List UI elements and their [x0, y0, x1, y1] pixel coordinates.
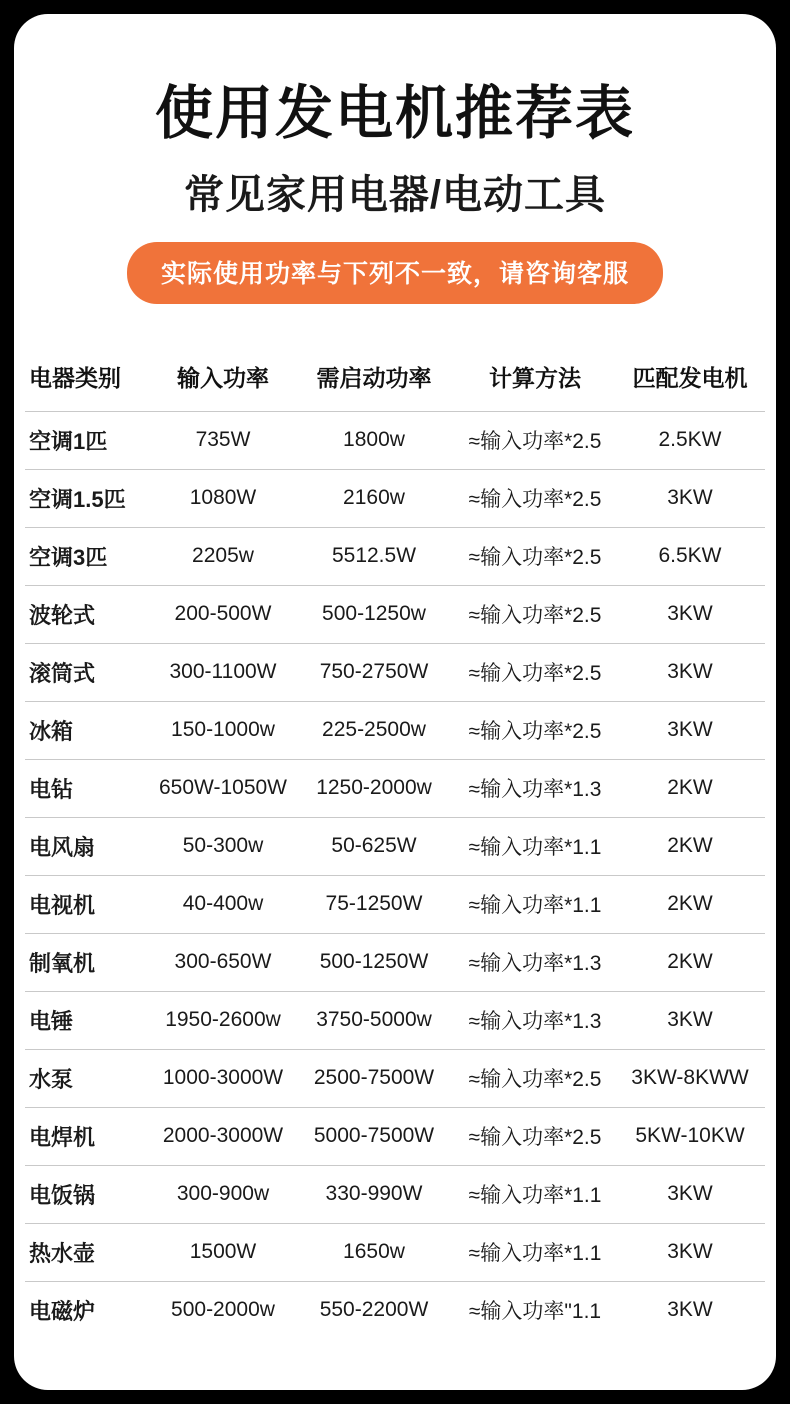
cell-category: 电视机	[25, 875, 153, 933]
cell-category: 电钻	[25, 759, 153, 817]
table-row	[25, 411, 765, 469]
cell-formula: ≈输入功率*2.5	[455, 1049, 615, 1107]
page-subtitle: 常见家用电器/电动工具	[183, 172, 607, 217]
table-row	[25, 527, 765, 585]
column-header-formula: 计算方法	[489, 364, 581, 391]
cell-input-power: 40-400w	[153, 875, 293, 933]
table-header-row	[25, 360, 765, 412]
cell-formula: ≈输入功率"1.1	[455, 1281, 615, 1339]
table-row	[25, 701, 765, 759]
cell-generator: 2KW	[615, 817, 765, 875]
table-row	[25, 759, 765, 817]
notice-banner-wrap	[14, 242, 776, 304]
cell-startup-power: 500-1250w	[293, 585, 455, 643]
table-row	[25, 1107, 765, 1165]
cell-category: 热水壶	[25, 1223, 153, 1281]
cell-input-power: 500-2000w	[153, 1281, 293, 1339]
table-row	[25, 469, 765, 527]
table-header	[25, 360, 765, 412]
cell-generator: 2KW	[615, 933, 765, 991]
cell-formula: ≈输入功率*2.5	[455, 701, 615, 759]
cell-generator: 3KW	[615, 1281, 765, 1339]
cell-startup-power: 5000-7500W	[293, 1107, 455, 1165]
cell-formula: ≈输入功率*1.3	[455, 991, 615, 1049]
cell-formula: ≈输入功率*1.1	[455, 817, 615, 875]
cell-input-power: 1080W	[153, 469, 293, 527]
cell-startup-power: 550-2200W	[293, 1281, 455, 1339]
cell-input-power: 2000-3000W	[153, 1107, 293, 1165]
cell-generator: 3KW	[615, 643, 765, 701]
cell-startup-power: 330-990W	[293, 1165, 455, 1223]
cell-generator: 2KW	[615, 759, 765, 817]
column-header-startup-power: 需启动功率	[316, 364, 432, 391]
cell-input-power: 1000-3000W	[153, 1049, 293, 1107]
cell-category: 电焊机	[25, 1107, 153, 1165]
cell-startup-power: 225-2500w	[293, 701, 455, 759]
table-row	[25, 643, 765, 701]
cell-formula: ≈输入功率*1.1	[455, 875, 615, 933]
cell-formula: ≈输入功率*2.5	[455, 643, 615, 701]
cell-formula: ≈输入功率*2.5	[455, 585, 615, 643]
column-header-category: 电器类别	[29, 364, 121, 391]
table-row	[25, 817, 765, 875]
table-row	[25, 585, 765, 643]
cell-startup-power: 1650w	[293, 1223, 455, 1281]
cell-category: 电锤	[25, 991, 153, 1049]
cell-category: 冰箱	[25, 701, 153, 759]
table-row	[25, 991, 765, 1049]
spec-table	[25, 360, 765, 1339]
cell-generator: 2.5KW	[615, 411, 765, 469]
cell-startup-power: 50-625W	[293, 817, 455, 875]
cell-formula: ≈输入功率*1.1	[455, 1223, 615, 1281]
cell-category: 空调1.5匹	[25, 469, 153, 527]
cell-category: 空调3匹	[25, 527, 153, 585]
cell-category: 水泵	[25, 1049, 153, 1107]
cell-category: 波轮式	[25, 585, 153, 643]
table-row	[25, 1165, 765, 1223]
cell-category: 制氧机	[25, 933, 153, 991]
cell-input-power: 735W	[153, 411, 293, 469]
cell-input-power: 1950-2600w	[153, 991, 293, 1049]
cell-generator: 6.5KW	[615, 527, 765, 585]
table-row	[25, 1281, 765, 1339]
cell-formula: ≈输入功率*2.5	[455, 527, 615, 585]
cell-startup-power: 1250-2000w	[293, 759, 455, 817]
cell-input-power: 300-900w	[153, 1165, 293, 1223]
cell-generator: 3KW	[615, 1165, 765, 1223]
cell-startup-power: 75-1250W	[293, 875, 455, 933]
cell-category: 电风扇	[25, 817, 153, 875]
cell-input-power: 2205w	[153, 527, 293, 585]
cell-generator: 5KW-10KW	[615, 1107, 765, 1165]
cell-input-power: 300-650W	[153, 933, 293, 991]
cell-category: 滚筒式	[25, 643, 153, 701]
table-row	[25, 1049, 765, 1107]
cell-category: 空调1匹	[25, 411, 153, 469]
cell-startup-power: 750-2750W	[293, 643, 455, 701]
cell-formula: ≈输入功率*1.1	[455, 1165, 615, 1223]
content-card	[14, 14, 776, 1390]
cell-startup-power: 500-1250W	[293, 933, 455, 991]
cell-generator: 3KW-8KWW	[615, 1049, 765, 1107]
cell-generator: 2KW	[615, 875, 765, 933]
cell-startup-power: 1800w	[293, 411, 455, 469]
cell-startup-power: 2160w	[293, 469, 455, 527]
cell-input-power: 50-300w	[153, 817, 293, 875]
cell-generator: 3KW	[615, 1223, 765, 1281]
cell-category: 电饭锅	[25, 1165, 153, 1223]
cell-input-power: 650W-1050W	[153, 759, 293, 817]
cell-formula: ≈输入功率*2.5	[455, 411, 615, 469]
cell-formula: ≈输入功率*1.3	[455, 759, 615, 817]
cell-formula: ≈输入功率*2.5	[455, 1107, 615, 1165]
notice-banner: 实际使用功率与下列不一致，请咨询客服	[127, 242, 663, 304]
cell-startup-power: 2500-7500W	[293, 1049, 455, 1107]
table-row	[25, 875, 765, 933]
header	[14, 14, 776, 304]
table-body	[25, 411, 765, 1339]
cell-generator: 3KW	[615, 585, 765, 643]
cell-input-power: 1500W	[153, 1223, 293, 1281]
cell-formula: ≈输入功率*1.3	[455, 933, 615, 991]
cell-input-power: 200-500W	[153, 585, 293, 643]
cell-generator: 3KW	[615, 991, 765, 1049]
cell-startup-power: 3750-5000w	[293, 991, 455, 1049]
page-title: 使用发电机推荐表	[154, 81, 635, 146]
cell-startup-power: 5512.5W	[293, 527, 455, 585]
cell-generator: 3KW	[615, 701, 765, 759]
cell-category: 电磁炉	[25, 1281, 153, 1339]
cell-generator: 3KW	[615, 469, 765, 527]
cell-input-power: 300-1100W	[153, 643, 293, 701]
column-header-generator: 匹配发电机	[632, 364, 748, 391]
cell-input-power: 150-1000w	[153, 701, 293, 759]
cell-formula: ≈输入功率*2.5	[455, 469, 615, 527]
column-header-input-power: 输入功率	[177, 364, 269, 391]
table-row	[25, 933, 765, 991]
table-row	[25, 1223, 765, 1281]
